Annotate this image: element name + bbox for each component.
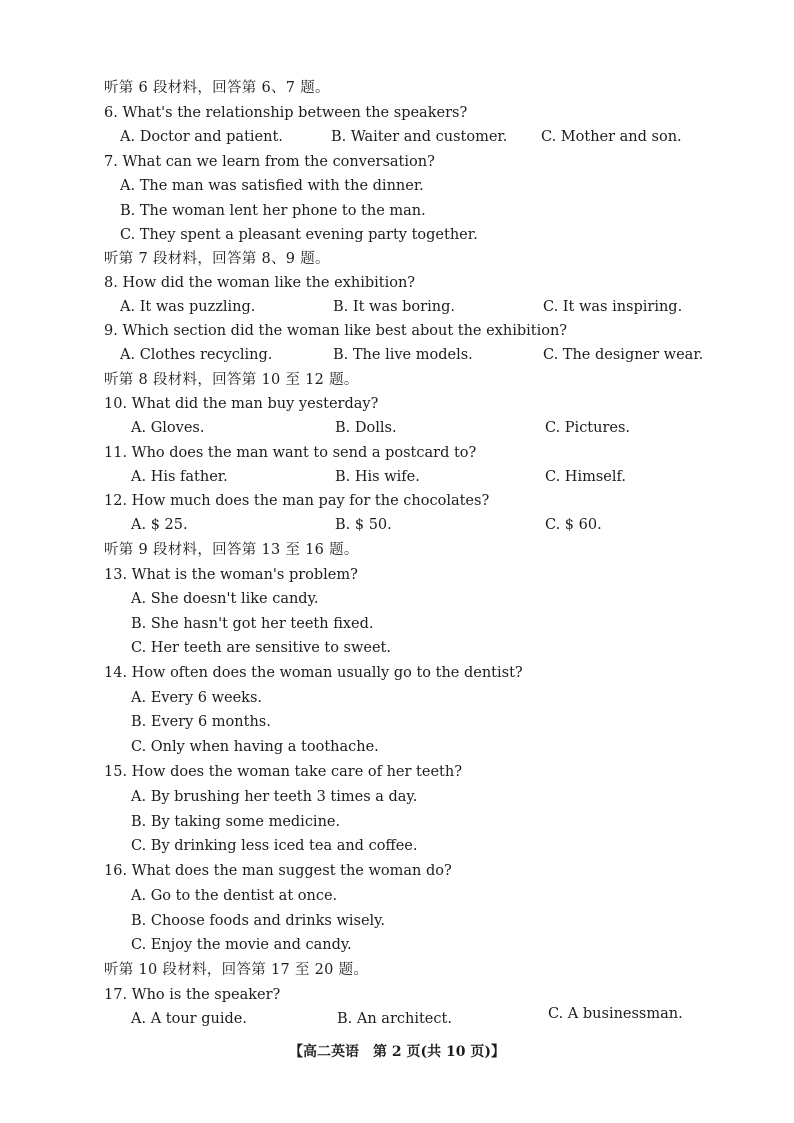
section-heading [0,368,794,392]
option-row [0,834,794,858]
option-b: B. Every 6 months. [131,714,271,730]
option-b: B. She hasn't got her teeth fixed. [131,616,374,632]
option-c: C. By drinking less iced tea and coffee. [131,838,418,854]
option-a: A. The man was satisfied with the dinner. [120,178,424,194]
option-row [0,909,794,933]
option-row [0,223,794,247]
option-row [0,735,794,759]
option-b: B. It was boring. [333,299,455,315]
option-c: C. The designer wear. [543,347,704,363]
option-b: B. An architect. [337,1011,452,1027]
option-c: C. $ 60. [545,517,602,533]
question-stem [0,859,794,883]
option-a: A. Gloves. [131,420,205,436]
option-c: C. A businessman. [548,1006,683,1022]
question-stem-text: 10. What did the man buy yesterday? [104,396,379,412]
question-stem-text: 16. What does the man suggest the woman do? [104,863,452,879]
question-stem-text: 9. Which section did the woman like best about the exhibition? [104,323,568,339]
question-stem [0,392,794,416]
option-a: A. A tour guide. [131,1011,247,1027]
option-a: A. $ 25. [131,517,188,533]
option-c: C. They spent a pleasant evening party together. [120,227,478,243]
option-a: A. It was puzzling. [120,299,256,315]
option-a: A. By brushing her teeth 3 times a day. [131,789,418,805]
option-c: C. Himself. [545,469,626,485]
option-b: B. The live models. [333,347,473,363]
option-row [0,612,794,636]
option-b: B. His wife. [335,469,420,485]
option-row [0,343,794,367]
section-heading [0,76,794,100]
option-b: B. By taking some medicine. [131,814,341,830]
section-heading-text: 听第 10 段材料，回答第 17 至 20 题。 [104,962,369,978]
option-row [0,199,794,223]
option-row [0,686,794,710]
option-b: B. The woman lent her phone to the man. [120,203,426,219]
option-c: C. Enjoy the movie and candy. [131,937,352,953]
option-c: C. Only when having a toothache. [131,739,379,755]
question-stem-text: 14. How often does the woman usually go to the dentist? [104,665,523,681]
option-b: B. Dolls. [335,420,397,436]
section-heading-text: 听第 7 段材料，回答第 8、9 题。 [104,251,330,267]
question-stem-text: 15. How does the woman take care of her teeth? [104,764,462,780]
option-row [0,416,794,440]
question-stem [0,101,794,125]
section-heading [0,958,794,982]
option-row [0,587,794,611]
section-heading-text: 听第 6 段材料，回答第 6、7 题。 [104,80,330,96]
option-a: A. Every 6 weeks. [131,690,263,706]
question-stem [0,150,794,174]
question-stem [0,661,794,685]
question-stem [0,441,794,465]
section-heading [0,538,794,562]
option-c: C. It was inspiring. [543,299,683,315]
question-stem-text: 11. Who does the man want to send a postcard to? [104,445,477,461]
option-a: A. Doctor and patient. [120,129,283,145]
option-row [0,174,794,198]
option-b: B. Choose foods and drinks wisely. [131,913,386,929]
option-row [0,884,794,908]
option-row [0,785,794,809]
question-stem [0,271,794,295]
question-stem [0,319,794,343]
option-row [0,125,794,149]
question-stem-text: 13. What is the woman's problem? [104,567,358,583]
question-stem-text: 6. What's the relationship between the speakers? [104,105,468,121]
question-stem-text: 12. How much does the man pay for the chocolates? [104,493,490,509]
option-c: C. Pictures. [545,420,631,436]
question-stem-text: 17. Who is the speaker? [104,987,281,1003]
section-heading-text: 听第 8 段材料，回答第 10 至 12 题。 [104,372,359,388]
section-heading-text: 听第 9 段材料，回答第 13 至 16 题。 [104,542,359,558]
option-row [0,810,794,834]
question-stem [0,563,794,587]
option-c: C. Her teeth are sensitive to sweet. [131,640,391,656]
option-row [0,513,794,537]
option-a: A. She doesn't like candy. [131,591,319,607]
option-row [0,933,794,957]
question-stem-text: 7. What can we learn from the conversation? [104,154,435,170]
option-b: B. $ 50. [335,517,392,533]
option-b: B. Waiter and customer. [331,129,508,145]
question-stem-text: 8. How did the woman like the exhibition? [104,275,416,291]
page-footer: 【高二英语 第 2 页(共 10 页)】 [289,1044,505,1060]
question-stem [0,489,794,513]
option-c: C. Mother and son. [541,129,682,145]
option-a: A. Go to the dentist at once. [131,888,338,904]
option-row [0,465,794,489]
option-row [0,710,794,734]
question-stem [0,760,794,784]
section-heading [0,247,794,271]
option-a: A. Clothes recycling. [120,347,273,363]
option-a: A. His father. [131,469,228,485]
option-row [0,636,794,660]
option-row [0,295,794,319]
option-row [0,1007,794,1031]
